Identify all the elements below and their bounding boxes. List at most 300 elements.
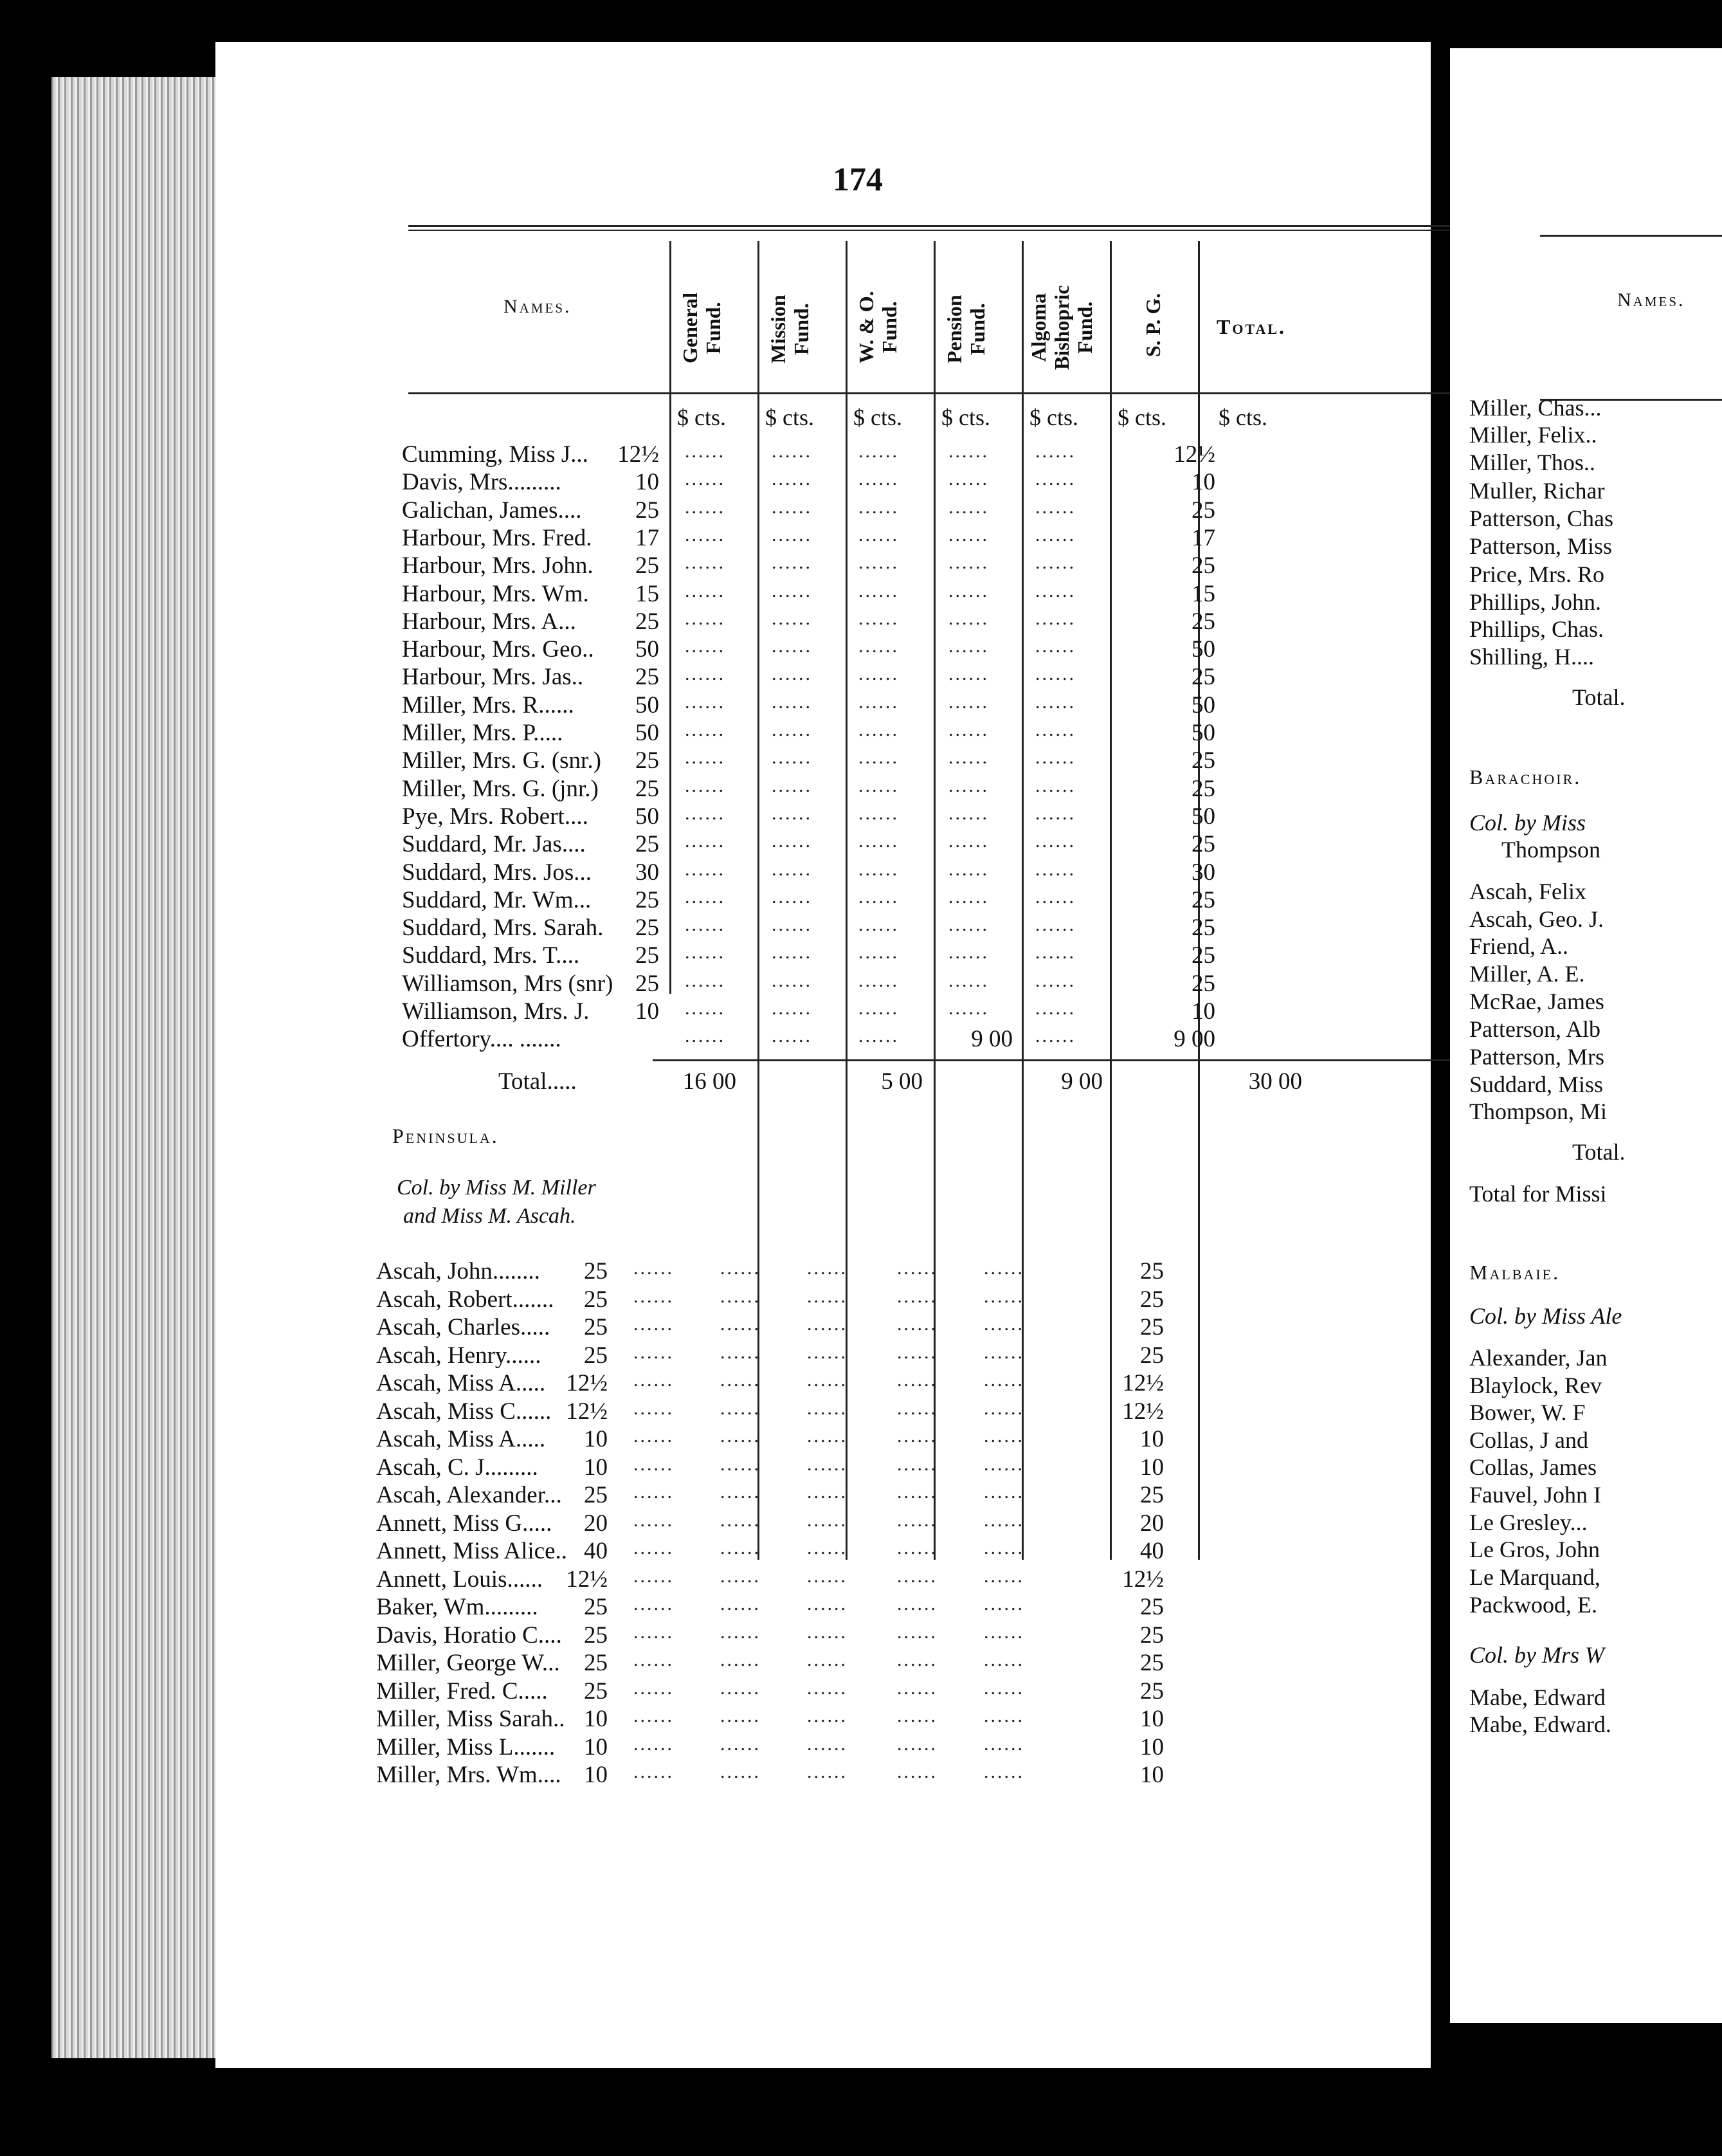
leader-dots: ...... bbox=[897, 1733, 938, 1755]
total-value: 25 bbox=[1192, 497, 1215, 524]
total-value: 25 bbox=[1140, 1677, 1164, 1704]
leader-dots: ...... bbox=[897, 1397, 938, 1419]
total-value: 10 bbox=[1140, 1426, 1164, 1452]
total-value: 25 bbox=[1192, 608, 1215, 635]
leader-dots: ...... bbox=[858, 496, 899, 518]
right-page-line: Le Gros, John bbox=[1469, 1537, 1600, 1562]
contributor-name: Offertory.... ....... bbox=[402, 1026, 561, 1053]
leader-dots: ...... bbox=[897, 1313, 938, 1335]
leader-dots: ...... bbox=[633, 1761, 674, 1782]
leader-dots: ...... bbox=[720, 1761, 761, 1782]
general-fund-value: 25 bbox=[584, 1622, 608, 1649]
leader-dots: ...... bbox=[720, 1537, 761, 1558]
total-value: 25 bbox=[1192, 970, 1215, 997]
algoma-fund-value: 9 00 bbox=[971, 1026, 1013, 1053]
right-page-line: Thompson, Mi bbox=[1469, 1099, 1608, 1124]
right-page bbox=[1450, 48, 1722, 2023]
leader-dots: ...... bbox=[858, 942, 899, 964]
leader-dots: ...... bbox=[633, 1537, 674, 1558]
right-page-line: Phillips, Chas. bbox=[1469, 616, 1604, 642]
leader-dots: ...... bbox=[984, 1509, 1024, 1531]
left-page bbox=[215, 42, 1431, 2068]
table-row bbox=[402, 914, 1495, 942]
leader-dots: ...... bbox=[858, 802, 899, 824]
leader-dots: ...... bbox=[720, 1705, 761, 1726]
leader-dots: ...... bbox=[1035, 998, 1076, 1019]
leader-dots: ...... bbox=[1035, 1025, 1076, 1047]
leader-dots: ...... bbox=[772, 635, 812, 657]
general-fund-value: 25 bbox=[635, 608, 659, 635]
leader-dots: ...... bbox=[685, 719, 725, 740]
right-page-line: Miller, Felix.. bbox=[1469, 422, 1597, 448]
leader-dots: ...... bbox=[633, 1705, 674, 1726]
leader-dots: ...... bbox=[720, 1341, 761, 1363]
right-page-line: Barachoir. bbox=[1469, 765, 1582, 789]
leader-dots: ...... bbox=[984, 1257, 1024, 1279]
leader-dots: ...... bbox=[720, 1369, 761, 1391]
subtotal-rule bbox=[653, 1059, 1508, 1061]
leader-dots: ...... bbox=[1035, 580, 1076, 601]
leader-dots: ...... bbox=[685, 496, 725, 518]
right-page-line: Miller, Chas... bbox=[1469, 395, 1602, 421]
table-row bbox=[376, 1593, 1469, 1621]
leader-dots: ...... bbox=[984, 1705, 1024, 1726]
total-value: 12½ bbox=[1122, 1370, 1164, 1396]
leader-dots: ...... bbox=[772, 914, 812, 936]
contributor-name: Harbour, Mrs. Geo.. bbox=[402, 636, 594, 663]
leader-dots: ...... bbox=[948, 719, 989, 740]
leader-dots: ...... bbox=[984, 1761, 1024, 1782]
leader-dots: ...... bbox=[633, 1509, 674, 1531]
leader-dots: ...... bbox=[897, 1509, 938, 1531]
general-fund-value: 25 bbox=[584, 1314, 608, 1340]
leader-dots: ...... bbox=[897, 1257, 938, 1279]
leader-dots: ...... bbox=[1035, 802, 1076, 824]
table-row bbox=[402, 859, 1495, 886]
leader-dots: ...... bbox=[1035, 969, 1076, 991]
unit-label: $ cts. bbox=[765, 405, 814, 430]
leader-dots: ...... bbox=[897, 1369, 938, 1391]
contributor-name: Harbour, Mrs. A... bbox=[402, 608, 576, 635]
leader-dots: ...... bbox=[633, 1649, 674, 1670]
right-names-header: Names. bbox=[1617, 289, 1685, 311]
leader-dots: ...... bbox=[948, 914, 989, 936]
unit-label: $ cts. bbox=[677, 405, 726, 430]
table-row bbox=[402, 998, 1495, 1025]
leader-dots: ...... bbox=[685, 914, 725, 936]
leader-dots: ...... bbox=[948, 580, 989, 601]
leader-dots: ...... bbox=[685, 998, 725, 1019]
leader-dots: ...... bbox=[807, 1481, 847, 1503]
general-fund-value: 12½ bbox=[566, 1370, 608, 1396]
table-row bbox=[402, 552, 1495, 580]
leader-dots: ...... bbox=[897, 1593, 938, 1614]
general-fund-value: 30 bbox=[635, 859, 659, 886]
leader-dots: ...... bbox=[858, 969, 899, 991]
leader-dots: ...... bbox=[720, 1425, 761, 1447]
leader-dots: ...... bbox=[720, 1285, 761, 1307]
leader-dots: ...... bbox=[772, 552, 812, 574]
leader-dots: ...... bbox=[807, 1705, 847, 1726]
right-page-line: Muller, Richar bbox=[1469, 478, 1605, 504]
leader-dots: ...... bbox=[858, 774, 899, 796]
leader-dots: ...... bbox=[685, 691, 725, 713]
leader-dots: ...... bbox=[807, 1453, 847, 1475]
table-row bbox=[376, 1649, 1469, 1677]
contributor-name: Miller, Mrs. Wm.... bbox=[376, 1762, 561, 1788]
right-page-line: Suddard, Miss bbox=[1469, 1072, 1604, 1097]
leader-dots: ...... bbox=[807, 1593, 847, 1614]
right-page-line: Bower, W. F bbox=[1469, 1400, 1586, 1425]
mission-fund-header: Mission Fund. bbox=[766, 295, 813, 363]
contributor-name: Suddard, Mr. Wm... bbox=[402, 886, 592, 913]
table-row bbox=[376, 1257, 1469, 1285]
leader-dots: ...... bbox=[720, 1257, 761, 1279]
total-algoma: 9 00 bbox=[1061, 1068, 1103, 1095]
contributor-name: Miller, Mrs. G. (jnr.) bbox=[402, 775, 599, 802]
right-page-line: Col. by Miss Ale bbox=[1469, 1303, 1622, 1329]
leader-dots: ...... bbox=[897, 1425, 938, 1447]
table-row bbox=[376, 1510, 1469, 1537]
leader-dots: ...... bbox=[948, 552, 989, 574]
leader-dots: ...... bbox=[685, 747, 725, 769]
table-row bbox=[376, 1286, 1469, 1313]
general-fund-value: 25 bbox=[635, 553, 659, 580]
leader-dots: ...... bbox=[772, 496, 812, 518]
general-fund-value: 10 bbox=[584, 1426, 608, 1452]
contributor-name: Ascah, Charles..... bbox=[376, 1314, 550, 1340]
leader-dots: ...... bbox=[1035, 774, 1076, 796]
leader-dots: ...... bbox=[807, 1509, 847, 1531]
right-page-line: Malbaie. bbox=[1469, 1261, 1561, 1284]
leader-dots: ...... bbox=[1035, 441, 1076, 462]
wo-fund-header: W. & O. Fund. bbox=[855, 291, 901, 363]
right-page-line: Price, Mrs. Ro bbox=[1469, 562, 1604, 587]
leader-dots: ...... bbox=[897, 1761, 938, 1782]
leader-dots: ...... bbox=[948, 635, 989, 657]
leader-dots: ...... bbox=[807, 1761, 847, 1782]
leader-dots: ...... bbox=[984, 1733, 1024, 1755]
leader-dots: ...... bbox=[633, 1341, 674, 1363]
general-fund-header: General Fund. bbox=[678, 292, 725, 363]
contributor-name: Baker, Wm......... bbox=[376, 1594, 538, 1620]
total-value: 9 00 bbox=[1174, 1026, 1215, 1053]
table-row bbox=[402, 1025, 1495, 1053]
leader-dots: ...... bbox=[633, 1369, 674, 1391]
leader-dots: ...... bbox=[772, 1025, 812, 1047]
leader-dots: ...... bbox=[1035, 496, 1076, 518]
right-page-line: Alexander, Jan bbox=[1469, 1345, 1608, 1371]
unit-label: $ cts. bbox=[853, 405, 902, 430]
table-row bbox=[402, 747, 1495, 774]
table-row bbox=[376, 1622, 1469, 1649]
leader-dots: ...... bbox=[897, 1341, 938, 1363]
spg-header: S. P. G. bbox=[1141, 293, 1165, 357]
right-page-line: Total. bbox=[1572, 1139, 1626, 1165]
leader-dots: ...... bbox=[984, 1341, 1024, 1363]
leader-dots: ...... bbox=[1035, 747, 1076, 769]
contributor-name: Ascah, Miss A..... bbox=[376, 1370, 546, 1396]
table-row bbox=[376, 1677, 1469, 1705]
leader-dots: ...... bbox=[720, 1313, 761, 1335]
total-wo: 5 00 bbox=[881, 1068, 923, 1095]
table-row bbox=[402, 497, 1495, 524]
leader-dots: ...... bbox=[807, 1565, 847, 1587]
total-value: 40 bbox=[1140, 1538, 1164, 1564]
unit-label: $ cts. bbox=[1219, 405, 1267, 430]
leader-dots: ...... bbox=[720, 1593, 761, 1614]
total-value: 25 bbox=[1192, 942, 1215, 969]
right-page-line: Patterson, Alb bbox=[1469, 1016, 1600, 1042]
leader-dots: ...... bbox=[807, 1649, 847, 1670]
leader-dots: ...... bbox=[984, 1593, 1024, 1614]
leader-dots: ...... bbox=[858, 830, 899, 852]
table-row bbox=[402, 942, 1495, 969]
contributor-name: Harbour, Mrs. Jas.. bbox=[402, 664, 584, 691]
leader-dots: ...... bbox=[720, 1509, 761, 1531]
leader-dots: ...... bbox=[858, 580, 899, 601]
table-row bbox=[402, 580, 1495, 608]
right-page-line: Thompson bbox=[1501, 837, 1601, 863]
contributor-name: Williamson, Mrs (snr) bbox=[402, 970, 613, 997]
leader-dots: ...... bbox=[948, 858, 989, 880]
right-page-line: Total for Missi bbox=[1469, 1181, 1607, 1207]
leader-dots: ...... bbox=[948, 607, 989, 629]
general-fund-value: 12½ bbox=[566, 1566, 608, 1593]
leader-dots: ...... bbox=[1035, 468, 1076, 490]
total-value: 25 bbox=[1192, 775, 1215, 802]
general-fund-value: 15 bbox=[635, 580, 659, 607]
leader-dots: ...... bbox=[685, 969, 725, 991]
table-row bbox=[376, 1705, 1469, 1733]
total-value: 25 bbox=[1140, 1650, 1164, 1676]
total-row bbox=[498, 1068, 1527, 1095]
leader-dots: ...... bbox=[685, 886, 725, 908]
total-value: 10 bbox=[1140, 1762, 1164, 1788]
leader-dots: ...... bbox=[858, 691, 899, 713]
total-value: 10 bbox=[1140, 1454, 1164, 1481]
contributor-name: Davis, Mrs......... bbox=[402, 469, 561, 496]
table-row bbox=[402, 663, 1495, 691]
table-row bbox=[402, 830, 1495, 858]
leader-dots: ...... bbox=[858, 1025, 899, 1047]
leader-dots: ...... bbox=[984, 1565, 1024, 1587]
leader-dots: ...... bbox=[720, 1677, 761, 1699]
contributor-name: Miller, George W... bbox=[376, 1650, 560, 1676]
leader-dots: ...... bbox=[1035, 524, 1076, 545]
contributor-name: Suddard, Mrs. T.... bbox=[402, 942, 580, 969]
leader-dots: ...... bbox=[1035, 858, 1076, 880]
total-value: 10 bbox=[1192, 998, 1215, 1025]
general-fund-value: 10 bbox=[584, 1454, 608, 1481]
leader-dots: ...... bbox=[633, 1677, 674, 1699]
total-label: Total..... bbox=[498, 1068, 577, 1095]
leader-dots: ...... bbox=[858, 663, 899, 685]
unit-label: $ cts. bbox=[1029, 405, 1078, 430]
total-value: 25 bbox=[1140, 1594, 1164, 1620]
leader-dots: ...... bbox=[948, 441, 989, 462]
leader-dots: ...... bbox=[772, 886, 812, 908]
leader-dots: ...... bbox=[948, 942, 989, 964]
right-page-line: Collas, J and bbox=[1469, 1427, 1588, 1453]
leader-dots: ...... bbox=[807, 1397, 847, 1419]
contributor-name: Harbour, Mrs. Wm. bbox=[402, 580, 589, 607]
leader-dots: ...... bbox=[772, 998, 812, 1019]
leader-dots: ...... bbox=[897, 1481, 938, 1503]
leader-dots: ...... bbox=[633, 1565, 674, 1587]
leader-dots: ...... bbox=[772, 580, 812, 601]
table-row bbox=[376, 1425, 1469, 1453]
leader-dots: ...... bbox=[633, 1313, 674, 1335]
contributor-name: Annett, Miss Alice.. bbox=[376, 1538, 568, 1564]
right-page-line: Patterson, Chas bbox=[1469, 506, 1613, 531]
leader-dots: ...... bbox=[772, 747, 812, 769]
leader-dots: ...... bbox=[858, 468, 899, 490]
table-row bbox=[376, 1342, 1469, 1369]
leader-dots: ...... bbox=[720, 1397, 761, 1419]
total-value: 25 bbox=[1140, 1482, 1164, 1508]
leader-dots: ...... bbox=[772, 969, 812, 991]
leader-dots: ...... bbox=[984, 1285, 1024, 1307]
leader-dots: ...... bbox=[807, 1677, 847, 1699]
total-value: 25 bbox=[1192, 886, 1215, 913]
total-value: 10 bbox=[1140, 1706, 1164, 1732]
leader-dots: ...... bbox=[772, 858, 812, 880]
table-row bbox=[376, 1733, 1469, 1761]
leader-dots: ...... bbox=[807, 1537, 847, 1558]
leader-dots: ...... bbox=[858, 719, 899, 740]
total-value: 25 bbox=[1192, 831, 1215, 858]
leader-dots: ...... bbox=[772, 524, 812, 545]
table-row bbox=[402, 691, 1495, 719]
right-page-line: Shilling, H.... bbox=[1469, 644, 1595, 670]
contributor-name: Miller, Fred. C..... bbox=[376, 1677, 548, 1704]
general-fund-value: 25 bbox=[635, 497, 659, 524]
leader-dots: ...... bbox=[772, 830, 812, 852]
leader-dots: ...... bbox=[984, 1621, 1024, 1643]
contributor-name: Pye, Mrs. Robert.... bbox=[402, 803, 588, 830]
leader-dots: ...... bbox=[1035, 607, 1076, 629]
total-value: 50 bbox=[1192, 691, 1215, 718]
peninsula-collector: Col. by Miss M. Miller and Miss M. Ascah. bbox=[397, 1176, 596, 1228]
table-row bbox=[376, 1313, 1469, 1341]
general-fund-value: 25 bbox=[584, 1677, 608, 1704]
leader-dots: ...... bbox=[1035, 914, 1076, 936]
contributor-name: Harbour, Mrs. John. bbox=[402, 553, 594, 580]
leader-dots: ...... bbox=[948, 691, 989, 713]
leader-dots: ...... bbox=[807, 1621, 847, 1643]
general-fund-value: 25 bbox=[584, 1258, 608, 1284]
leader-dots: ...... bbox=[772, 468, 812, 490]
leader-dots: ...... bbox=[984, 1425, 1024, 1447]
contributor-name: Davis, Horatio C.... bbox=[376, 1622, 562, 1649]
contributor-name: Suddard, Mrs. Jos... bbox=[402, 859, 592, 886]
right-page-line: Friend, A.. bbox=[1469, 933, 1569, 959]
leader-dots: ...... bbox=[948, 663, 989, 685]
leader-dots: ...... bbox=[720, 1565, 761, 1587]
leader-dots: ...... bbox=[633, 1397, 674, 1419]
table-row bbox=[376, 1761, 1469, 1789]
leader-dots: ...... bbox=[984, 1453, 1024, 1475]
leader-dots: ...... bbox=[948, 969, 989, 991]
table-row bbox=[376, 1481, 1469, 1509]
top-rule bbox=[408, 225, 1527, 227]
leader-dots: ...... bbox=[685, 663, 725, 685]
general-fund-value: 10 bbox=[584, 1706, 608, 1732]
leader-dots: ...... bbox=[685, 1025, 725, 1047]
contributor-name: Annett, Miss G..... bbox=[376, 1510, 552, 1537]
leader-dots: ...... bbox=[685, 635, 725, 657]
right-page-line: Fauvel, John I bbox=[1469, 1482, 1601, 1508]
table-row bbox=[402, 886, 1495, 914]
names-header: Names. bbox=[503, 296, 572, 317]
general-fund-value: 25 bbox=[635, 831, 659, 858]
contributor-name: Cumming, Miss J... bbox=[402, 441, 588, 468]
contributor-name: Ascah, Robert....... bbox=[376, 1286, 554, 1313]
leader-dots: ...... bbox=[807, 1369, 847, 1391]
right-page-line: Ascah, Felix bbox=[1469, 879, 1586, 904]
leader-dots: ...... bbox=[1035, 830, 1076, 852]
right-page-line: Ascah, Geo. J. bbox=[1469, 906, 1604, 932]
right-page-line: Phillips, John. bbox=[1469, 589, 1602, 615]
leader-dots: ...... bbox=[1035, 942, 1076, 964]
leader-dots: ...... bbox=[948, 886, 989, 908]
leader-dots: ...... bbox=[858, 914, 899, 936]
leader-dots: ...... bbox=[807, 1425, 847, 1447]
leader-dots: ...... bbox=[685, 858, 725, 880]
total-value: 50 bbox=[1192, 636, 1215, 663]
leader-dots: ...... bbox=[633, 1621, 674, 1643]
leader-dots: ...... bbox=[948, 468, 989, 490]
leader-dots: ...... bbox=[772, 942, 812, 964]
leader-dots: ...... bbox=[1035, 691, 1076, 713]
leader-dots: ...... bbox=[807, 1257, 847, 1279]
table-row bbox=[402, 719, 1495, 747]
leader-dots: ...... bbox=[858, 607, 899, 629]
contributor-name: Miller, Mrs. G. (snr.) bbox=[402, 747, 601, 774]
leader-dots: ...... bbox=[807, 1341, 847, 1363]
right-page-line: Le Marquand, bbox=[1469, 1564, 1600, 1590]
total-value: 12½ bbox=[1174, 441, 1215, 468]
leader-dots: ...... bbox=[720, 1481, 761, 1503]
leader-dots: ...... bbox=[772, 663, 812, 685]
general-fund-value: 50 bbox=[635, 691, 659, 718]
total-value: 15 bbox=[1192, 580, 1215, 607]
leader-dots: ...... bbox=[720, 1649, 761, 1670]
leader-dots: ...... bbox=[633, 1425, 674, 1447]
right-page-line: Collas, James bbox=[1469, 1454, 1597, 1480]
leader-dots: ...... bbox=[984, 1397, 1024, 1419]
leader-dots: ...... bbox=[858, 441, 899, 462]
leader-dots: ...... bbox=[948, 774, 989, 796]
general-fund-value: 25 bbox=[584, 1342, 608, 1369]
right-page-line: Blaylock, Rev bbox=[1469, 1373, 1602, 1398]
general-fund-value: 10 bbox=[584, 1733, 608, 1760]
total-value: 25 bbox=[1140, 1286, 1164, 1313]
leader-dots: ...... bbox=[897, 1621, 938, 1643]
pension-fund-header: Pension Fund. bbox=[943, 295, 989, 363]
leader-dots: ...... bbox=[807, 1285, 847, 1307]
contributor-name: Harbour, Mrs. Fred. bbox=[402, 524, 592, 551]
leader-dots: ...... bbox=[1035, 719, 1076, 740]
total-header: Total. bbox=[1217, 315, 1287, 338]
table-row bbox=[402, 970, 1495, 998]
leader-dots: ...... bbox=[984, 1313, 1024, 1335]
leader-dots: ...... bbox=[772, 719, 812, 740]
right-page-line: Packwood, E. bbox=[1469, 1592, 1597, 1618]
leader-dots: ...... bbox=[720, 1453, 761, 1475]
total-value: 25 bbox=[1140, 1622, 1164, 1649]
